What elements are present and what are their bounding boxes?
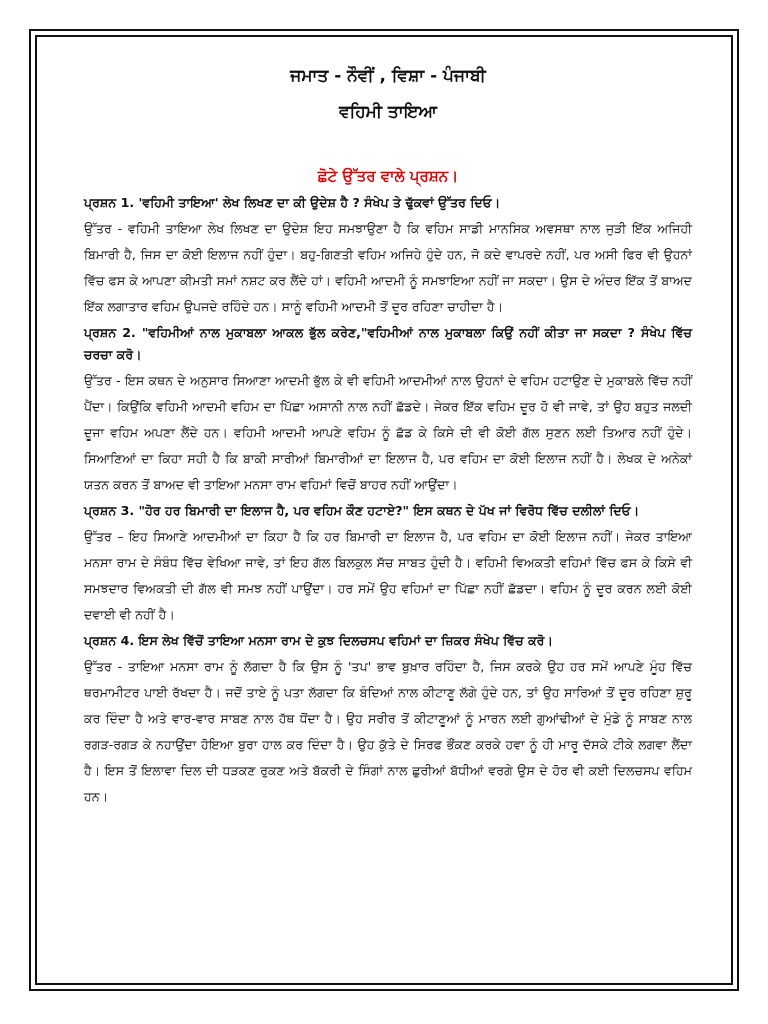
question-3: ਪ੍ਰਸ਼ਨ 3. "ਹੋਰ ਹਰ ਬਿਮਾਰੀ ਦਾ ਇਲਾਜ ਹੈ, ਪਰ ਵਹਿਮ ਕੌਣ ਹਟਾਏ?" ਇਸ ਕਥਨ ਦੇ ਪੱਖ ਜਾਂ ਵਿਰੋਧ ਵਿੱਚ ਦਲੀਲਾਂ ਦਿਓ। (84, 503, 640, 518)
document-body (84, 62, 692, 812)
answer-3: ਉੱਤਰ – ਇਹ ਸਿਆਣੇ ਆਦਮੀਆਂ ਦਾ ਕਿਹਾ ਹੈ ਕਿ ਹਰ ਬਿਮਾਰੀ ਦਾ ਇਲਾਜ ਹੈ, ਪਰ ਵਹਿਮ ਦਾ ਕੋਈ ਇਲਾਜ ਨਹੀਂ। ਜੇਕਰ ਤਾਇਆ ਮਨਸਾ ਰਾਮ ਦੇ ਸੰਬੰਧ ਵਿੱਚ ਵੇਖਿਆ ਜਾਵੇ, ਤਾਂ ਇਹ ਗੱਲ ਬਿਲਕੁਲ ਸੱਚ ਸਾਬਤ ਹੁੰਦੀ ਹੈ। ਵਹਿਮੀ ਵਿਅਕਤੀ ਵਹਿਮਾਂ ਵਿੱਚ ਫਸ ਕੇ ਕਿਸੇ ਵੀ ਸਮਝਦਾਰ ਵਿਅਕਤੀ ਦੀ ਗੱਲ ਵੀ ਸਮਝ ਨਹੀਂ ਪਾਉਂਦਾ। ਹਰ ਸਮੇਂ ਉਹ ਵਹਿਮਾਂ ਦਾ ਪਿੱਛਾ ਨਹੀਂ ਛੱਡਦਾ। ਵਹਿਮ ਨੂੰ ਦੂਰ ਕਰਨ ਲਈ ਕੋਈ ਦਵਾਈ ਵੀ ਨਹੀਂ ਹੈ। (84, 529, 692, 622)
answer-2: ਉੱਤਰ - ਇਸ ਕਥਨ ਦੇ ਅਨੁਸਾਰ ਸਿਆਣਾ ਆਦਮੀ ਭੁੱਲ ਕੇ ਵੀ ਵਹਿਮੀ ਆਦਮੀਆਂ ਨਾਲ ਉਹਨਾਂ ਦੇ ਵਹਿਮ ਹਟਾਉਣ ਦੇ ਮੁਕਾਬਲੇ ਵਿੱਚ ਨਹੀਂ ਪੈਂਦਾ। ਕਿਉਂਕਿ ਵਹਿਮੀ ਆਦਮੀ ਵਹਿਮ ਦਾ ਪਿੱਛਾ ਅਸਾਨੀ ਨਾਲ ਨਹੀਂ ਛੱਡਦੇ। ਜੇਕਰ ਇੱਕ ਵਹਿਮ ਦੂਰ ਹੋ ਵੀ ਜਾਵੇ, ਤਾਂ ਉਹ ਬਹੁਤ ਜਲਦੀ ਦੂਜਾ ਵਹਿਮ ਅਪਣਾ ਲੈਂਦੇ ਹਨ। ਵਹਿਮੀ ਆਦਮੀ ਆਪਣੇ ਵਹਿਮ ਨੂੰ ਛੱਡ ਕੇ ਕਿਸੇ ਦੀ ਵੀ ਕੋਈ ਗੱਲ ਸੁਣਨ ਲਈ ਤਿਆਰ ਨਹੀਂ ਹੁੰਦੇ। ਸਿਆਣਿਆਂ ਦਾ ਕਿਹਾ ਸਹੀ ਹੈ ਕਿ ਬਾਕੀ ਸਾਰੀਆਂ ਬਿਮਾਰੀਆਂ ਦਾ ਇਲਾਜ ਹੈ, ਪਰ ਵਹਿਮ ਦਾ ਕੋਈ ਇਲਾਜ ਨਹੀਂ ਹੈ। ਲੇਖਕ ਦੇ ਅਨੇਕਾਂ ਯਤਨ ਕਰਨ ਤੋਂ ਬਾਅਦ ਵੀ ਤਾਇਆ ਮਨਸਾ ਰਾਮ ਵਹਿਮਾਂ ਵਿਚੋਂ ਬਾਹਰ ਨਹੀਂ ਆਉਂਦਾ। (84, 373, 692, 492)
qa-block-4 (84, 630, 692, 810)
question-1: ਪ੍ਰਸ਼ਨ 1. 'ਵਹਿਮੀ ਤਾਇਆ' ਲੇਖ ਲਿਖਣ ਦਾ ਕੀ ਉਦੇਸ਼ ਹੈ ? ਸੰਖੇਪ ਤੇ ਢੁੱਕਵਾਂ ਉੱਤਰ ਦਿਓ। (84, 195, 501, 210)
answer-1: ਉੱਤਰ - ਵਹਿਮੀ ਤਾਇਆ ਲੇਖ ਲਿਖਣ ਦਾ ਉਦੇਸ਼ ਇਹ ਸਮਝਾਉਣਾ ਹੈ ਕਿ ਵਹਿਮ ਸਾਡੀ ਮਾਨਸਿਕ ਅਵਸਥਾ ਨਾਲ ਜੁੜੀ ਇੱਕ ਅਜਿਹੀ ਬਿਮਾਰੀ ਹੈ, ਜਿਸ ਦਾ ਕੋਈ ਇਲਾਜ ਨਹੀਂ ਹੁੰਦਾ। ਬਹੁ-ਗਿਣਤੀ ਵਹਿਮ ਅਜਿਹੇ ਹੁੰਦੇ ਹਨ, ਜੋ ਕਦੇ ਵਾਪਰਦੇ ਨਹੀਂ, ਪਰ ਅਸੀ ਫਿਰ ਵੀ ਉਹਨਾਂ ਵਿੱਚ ਫਸ ਕੇ ਆਪਣਾ ਕੀਮਤੀ ਸਮਾਂ ਨਸ਼ਟ ਕਰ ਲੈਂਦੇ ਹਾਂ। ਵਹਿਮੀ ਆਦਮੀ ਨੂੰ ਸਮਝਾਇਆ ਨਹੀਂ ਜਾ ਸਕਦਾ। ਉਸ ਦੇ ਅੰਦਰ ਇੱਕ ਤੋਂ ਬਾਅਦ ਇੱਕ ਲਗਾਤਾਰ ਵਹਿਮ ਉਪਜਦੇ ਰਹਿੰਦੇ ਹਨ। ਸਾਨੂੰ ਵਹਿਮੀ ਆਦਮੀ ਤੋਂ ਦੂਰ ਰਹਿਣਾ ਚਾਹੀਦਾ ਹੈ। (84, 221, 692, 314)
class-subject-title: ਜਮਾਤ - ਨੌਵੀਂ , ਵਿਸ਼ਾ - ਪੰਜਾਬੀ (290, 66, 486, 86)
qa-block-3 (84, 500, 692, 628)
qa-block-2 (84, 322, 692, 498)
lesson-title: ਵਹਿਮੀ ਤਾਇਆ (339, 102, 437, 122)
question-2: ਪ੍ਰਸ਼ਨ 2. "ਵਹਿਮੀਆਂ ਨਾਲ ਮੁਕਾਬਲਾ ਆਕਲ ਭੁੱਲ ਕਰੇਣ,"ਵਹਿਮੀਆਂ ਨਾਲ ਮੁਕਾਬਲਾ ਕਿਉਂ ਨਹੀਂ ਕੀਤਾ ਜਾ ਸਕਦਾ ? ਸੰਖੇਪ ਵਿੱਚ ਚਰਚਾ ਕਰੋ। (84, 325, 692, 362)
answer-4: ਉੱਤਰ - ਤਾਇਆ ਮਨਸਾ ਰਾਮ ਨੂੰ ਲੱਗਦਾ ਹੈ ਕਿ ਉਸ ਨੂੰ 'ਤਪ' ਭਾਵ ਬੁਖ਼ਾਰ ਰਹਿੰਦਾ ਹੈ, ਜਿਸ ਕਰਕੇ ਉਹ ਹਰ ਸਮੇਂ ਆਪਣੇ ਮੂੰਹ ਵਿੱਚ ਥਰਮਾਮੀਟਰ ਪਾਈ ਰੱਖਦਾ ਹੈ। ਜਦੋਂ ਤਾਏ ਨੂੰ ਪਤਾ ਲੱਗਦਾ ਕਿ ਬੰਦਿਆਂ ਨਾਲ ਕੀਟਾਣੂ ਲੱਗੇ ਹੁੰਦੇ ਹਨ, ਤਾਂ ਉਹ ਸਾਰਿਆਂ ਤੋਂ ਦੂਰ ਰਹਿਣਾ ਸ਼ੁਰੂ ਕਰ ਦਿੰਦਾ ਹੈ ਅਤੇ ਵਾਰ-ਵਾਰ ਸਾਬਣ ਨਾਲ ਹੱਥ ਧੋਂਦਾ ਹੈ। ਉਹ ਸਰੀਰ ਤੋਂ ਕੀਟਾਣੂਆਂ ਨੂੰ ਮਾਰਨ ਲਈ ਗੁਆਂਢੀਆਂ ਦੇ ਮੁੰਡੇ ਨੂੰ ਸਾਬਣ ਨਾਲ ਰਗੜ-ਰਗੜ ਕੇ ਨਹਾਉਂਦਾ ਹੋਇਆ ਬੁਰਾ ਹਾਲ ਕਰ ਦਿੰਦਾ ਹੈ। ਉਹ ਕੁੱਤੇ ਦੇ ਸਿਰਫ ਭੌਂਕਣ ਕਰਕੇ ਹਵਾ ਨੂੰ ਹੀ ਮਾਰੂ ਦੱਸਕੇ ਟੀਕੇ ਲਗਵਾ ਲੈਂਦਾ ਹੈ। ਇਸ ਤੋਂ ਇਲਾਵਾ ਦਿਲ ਦੀ ਧੜਕਣ ਰੁਕਣ ਅਤੇ ਬੱਕਰੀ ਦੇ ਸਿੰਗਾਂ ਨਾਲ ਛੁਰੀਆਂ ਬੱਧੀਆਂ ਵਰਗੇ ਉਸ ਦੇ ਹੋਰ ਵੀ ਕਈ ਦਿਲਚਸਪ ਵਹਿਮ ਹਨ। (84, 659, 692, 804)
qa-block-1 (84, 192, 692, 320)
question-4: ਪ੍ਰਸ਼ਨ 4. ਇਸ ਲੇਖ ਵਿੱਚੋਂ ਤਾਇਆ ਮਨਸਾ ਰਾਮ ਦੇ ਕੁਝ ਦਿਲਚਸਪ ਵਹਿਮਾਂ ਦਾ ਜ਼ਿਕਰ ਸੰਖੇਪ ਵਿੱਚ ਕਰੋ। (84, 633, 553, 648)
section-heading: ਛੋਟੇ ਉੱਤਰ ਵਾਲੇ ਪ੍ਰਸ਼ਨ। (317, 167, 459, 185)
